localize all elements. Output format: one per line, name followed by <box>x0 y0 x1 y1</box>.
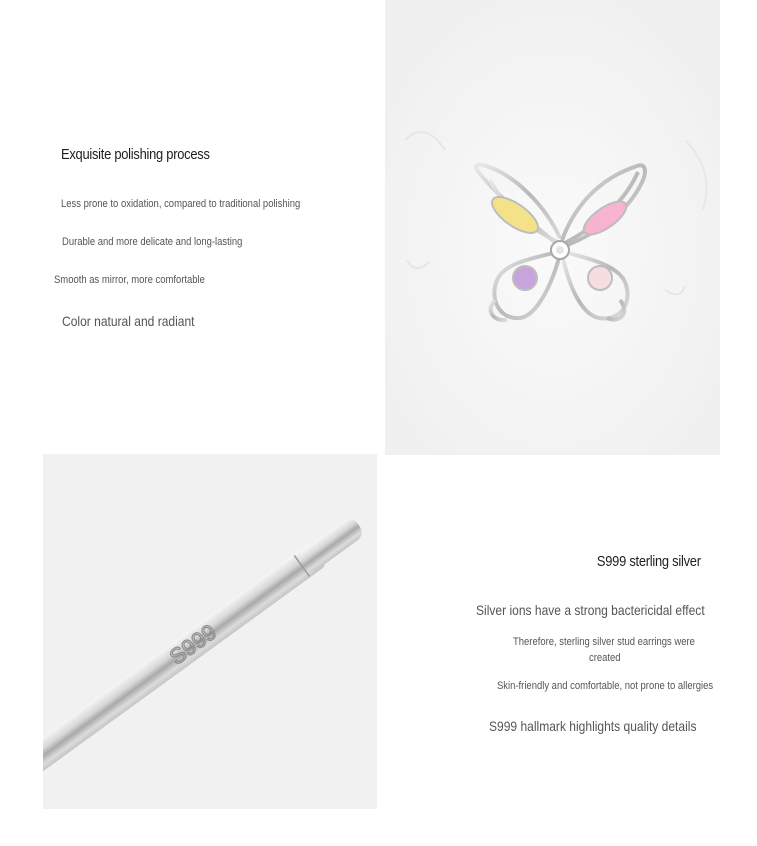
polishing-point-1: Less prone to oxidation, compared to traditional polishing <box>61 198 301 210</box>
polishing-point-3: Smooth as mirror, more comfortable <box>54 274 205 286</box>
polishing-point-2: Durable and more delicate and long-lasting <box>62 236 243 248</box>
silver-point-1: Silver ions have a strong bactericidal effect <box>476 602 705 618</box>
gem-purple <box>513 266 537 290</box>
butterfly-earring-image <box>385 0 720 455</box>
gem-center-clear <box>551 241 569 259</box>
polishing-point-4: Color natural and radiant <box>62 313 195 329</box>
butterfly-earring-illustration <box>385 0 720 455</box>
pin-engraving: S999 <box>164 619 222 670</box>
silver-point-3: Skin-friendly and comfortable, not prone to allergies <box>497 680 714 692</box>
silver-point-2: Therefore, sterling silver stud earrings were <box>513 636 695 648</box>
polishing-title: Exquisite polishing process <box>61 146 210 163</box>
silver-title: S999 sterling silver <box>597 553 701 570</box>
earring-pin-image <box>43 454 377 809</box>
silver-point-2-cont: created <box>589 652 621 664</box>
earring-pin-illustration <box>43 454 377 809</box>
silver-point-4: S999 hallmark highlights quality details <box>489 718 697 734</box>
gem-blush <box>588 266 612 290</box>
